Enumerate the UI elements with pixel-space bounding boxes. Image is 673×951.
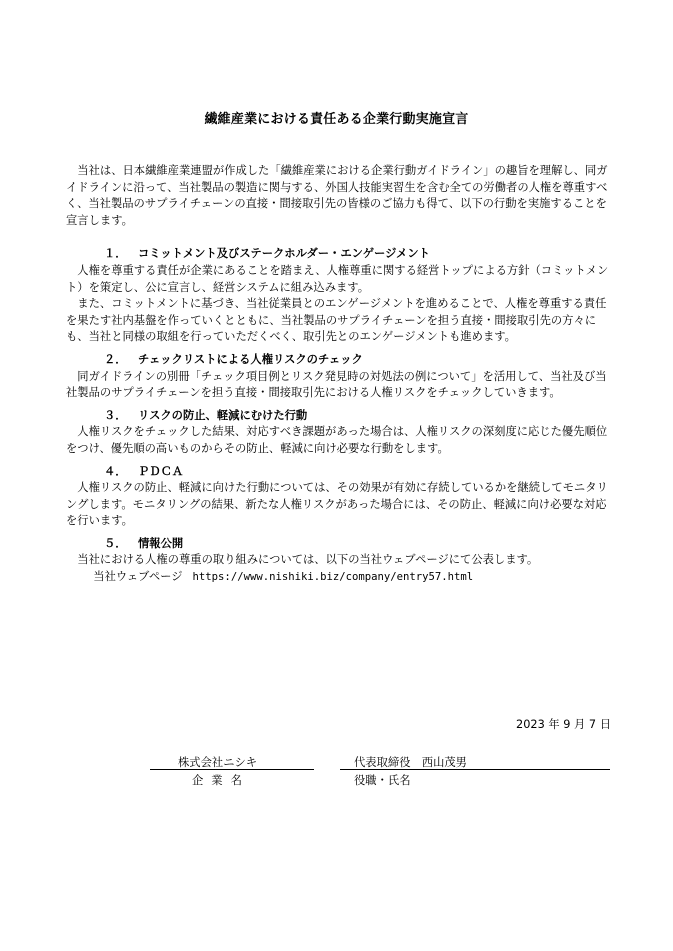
section-heading: ２． チェックリストによる人権リスクのチェック (104, 352, 363, 366)
company-signature (150, 754, 314, 788)
section-4 (66, 464, 616, 530)
web-url-link[interactable]: https://www.nishiki.biz/company/entry57.html (192, 571, 474, 584)
web-page-line (66, 569, 616, 586)
representative-signature (340, 754, 610, 788)
representative-caption: 役職・氏名 (354, 774, 411, 787)
company-caption: 企業名 (192, 774, 250, 787)
section-paragraph: 人権を尊重する責任が企業にあることを踏まえ、人権尊重に関する経営トップによる方針（コミットメント）を策定し、公に宣言し、経営システムに組み込みます。 (66, 263, 609, 294)
document-title: 繊維産業における責任ある企業行動実施宣言 (204, 112, 469, 127)
section-paragraph: 同ガイドラインの別冊「チェック項目例とリスク発見時の対処法の例について」を活用して、当社及び当社製品のサプライチェーンを担う直接・間接取引先における人権リスクをチェックしていきます。 (66, 369, 607, 400)
section-heading: １． コミットメント及びステークホルダー・エンゲージメント (104, 247, 430, 261)
section-5 (66, 536, 616, 586)
declaration-date: 2023 年 9 月 7 日 (516, 718, 611, 731)
company-name: 株式会社ニシキ (150, 754, 314, 770)
document-body (66, 163, 616, 586)
intro-paragraph: 当社は、日本繊維産業連盟が作成した「繊維産業における企業行動ガイドライン」の趣旨を理解し、同ガイドラインに沿って、当社製品の製造に関与する、外国人技能実習生を含む全ての労働者の人権を尊重すべく、当社製品のサプライチェーンの直接・間接取引先の皆様のご協力も得て、以下の行動を実施することを宣言します。 (66, 164, 608, 227)
section-1 (66, 246, 616, 346)
section-paragraph: 人権リスクの防止、軽減に向けた行動については、その効果が有効に存続しているかを継続してモニタリングします。モニタリングの結果、新たな人権リスクがあった場合には、その防止、軽減に向け必要な対応を行います。 (66, 481, 608, 528)
representative-name: 代表取締役 西山茂男 (340, 754, 610, 770)
web-label: 当社ウェブページ (93, 570, 183, 584)
section-heading: ４． ＰＤＣＡ (104, 464, 184, 478)
section-heading: ５． 情報公開 (104, 536, 184, 550)
section-paragraph: 当社における人権の尊重の取り組みについては、以下の当社ウェブページにて公表します。 (77, 553, 539, 567)
section-heading: ３． リスクの防止、軽減にむけた行動 (104, 408, 308, 422)
section-paragraph: また、コミットメントに基づき、当社従業員とのエンゲージメントを進めることで、人権を尊重する責任を果たす社内基盤を作っていくとともに、当社製品のサプライチェーンを担う直接・間接取引先の方々にも、当社と同様の取組を行っていただくべく、取引先とのエンゲージメントも進めます。 (66, 297, 607, 344)
section-2 (66, 352, 616, 402)
section-3 (66, 408, 616, 458)
section-paragraph: 人権リスクをチェックした結果、対応すべき課題があった場合は、人権リスクの深刻度に応じた優先順位をつけ、優先順の高いものからその防止、軽減に向け必要な行動をします。 (66, 425, 608, 455)
